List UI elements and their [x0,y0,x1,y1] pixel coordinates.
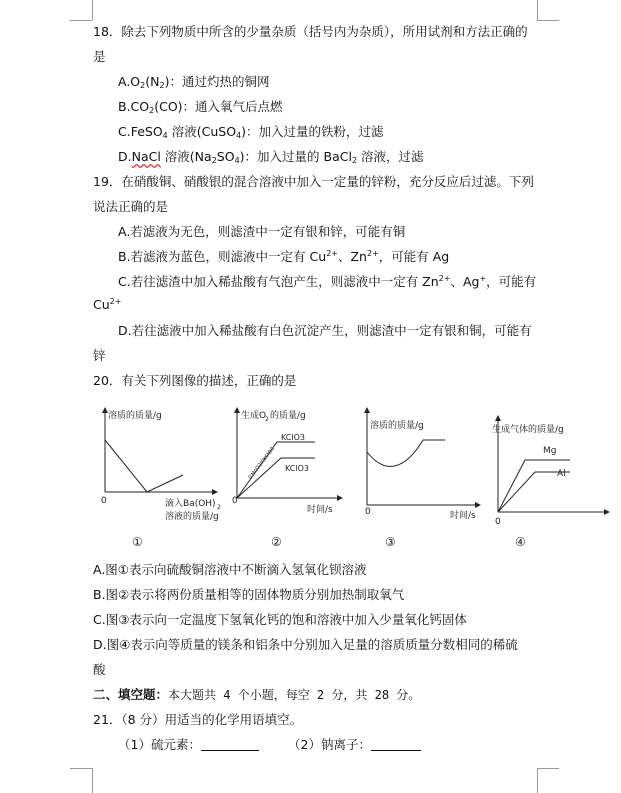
q19-option-c-wrap: $Cu^{2+}$ [93,297,122,312]
crop-mark-bl-h [70,768,92,769]
graph-3-curve [367,440,445,466]
section-2-desc: 本大题共 4 个小题，每空 2 分，共 28 分。 [168,688,421,702]
q20-option-b: B.图②表示将两份质量相等的固体物质分别加热制取氧气 [93,587,405,602]
q19-option-a: A.若滤液为无色，则滤渣中一定有银和锌，可能有铜 [118,224,406,239]
crop-mark-br-v [537,768,538,793]
graph-4-curve-2-label: Al [557,469,566,479]
graph-4-origin: 0 [495,517,501,527]
graph-2-ylabel-2: 的质量/g [270,411,306,421]
graph-1-number: ① [132,535,143,549]
q18-option-c: C.FeSO$_4$ 溶液(CuSO$_4$)：加入过量的铁粉，过滤 [118,124,384,140]
q20-option-d-wrap: 酸 [93,662,106,677]
q21-part-1: （1）硫元素： [118,735,259,753]
graph-2-curve-2-label: KClO3 [285,464,310,473]
crop-mark-tr-h [537,20,559,21]
graph-2-ylabel: 生成O [241,411,267,421]
q21-blank-2[interactable] [371,738,421,751]
q19-option-b: B.若滤液为蓝色，则滤液中一定有 $Cu^{2+}$、$Zn^{2+}$，可能有 Ag [118,249,450,264]
graph-2-number: ② [271,535,282,549]
q21-blank-1[interactable] [201,738,259,751]
graph-1-xlabel-2: 溶液的质量/g [165,512,219,522]
graph-3-number: ③ [385,535,396,549]
graph-4-curve-1 [498,460,570,512]
q18-option-a: $A.O_2(N_2)$：通过灼热的铜网 [118,74,270,90]
q20-graphs-figure [95,400,615,550]
q19-stem-wrap: 说法正确的是 [93,199,169,214]
q19-stem: 19．在硝酸铜、硝酸银的混合溶液中加入一定量的锌粉，充分反应后过滤。下列 [93,174,534,189]
graph-4-ylabel: 生成气体的质量/g [492,425,564,435]
graph-2-curve-1-label: KClO3 [281,433,306,442]
q18-option-d: D.NaCl 溶液$(Na_2SO_4)$：加入过量的 BaCl$_2$ 溶液，过滤 [118,149,424,165]
graph-2-origin: 0 [232,496,238,506]
crop-mark-tl-v [92,0,93,20]
section-2-title: 二、填空题： [93,687,169,702]
graph-1-curve [105,440,183,492]
q18-stem-wrap: 是 [93,49,106,64]
q19-option-d-wrap: 锌 [93,348,106,363]
q19-option-d: D.若往滤液中加入稀盐酸有白色沉淀产生，则滤渣中一定有银和铜，可能有 [118,323,532,338]
graph-2-diag-label: 有MnO2的KClO3 [246,446,276,482]
q20-option-d: D.图④表示向等质量的镁条和铝条中分别加入足量的溶质质量分数相同的稀硫 [93,637,518,652]
graph-3-origin: 0 [365,507,371,517]
graph-1-xlabel-sub: 2 [217,504,221,511]
graph-3 [365,410,478,549]
section-2-heading [93,685,420,703]
q20-stem: 20．有关下列图像的描述，正确的是 [93,373,297,388]
graph-2-xlabel: 时间/s [307,505,333,515]
graph-1-ylabel: 溶质的质量/g [108,411,162,421]
q21-part-2: （2）钠离子： [288,735,421,753]
graph-3-xlabel: 时间/s [450,511,476,521]
graph-4 [492,418,607,549]
graph-4-curve-1-label: Mg [543,446,557,456]
q19-option-c: C.若往滤渣中加入稀盐酸有气泡产生，则滤液中一定有 $Zn^{2+}$、Ag+，可能有 [118,274,537,289]
graph-1-origin: 0 [101,496,107,506]
crop-mark-br-h [537,768,559,769]
graph-2 [232,409,340,549]
crop-mark-tr-v [537,0,538,20]
q20-option-a: A.图①表示向硫酸铜溶液中不断滴入氢氧化钡溶液 [93,562,367,577]
graph-2-ylabel-sub: 2 [265,416,269,423]
q20-option-c: C.图③表示向一定温度下氢氧化钙的饱和溶液中加入少量氧化钙固体 [93,612,467,627]
q21-stem: 21．（8 分）用适当的化学用语填空。 [93,712,303,727]
graph-1 [101,409,221,549]
crop-mark-bl-v [92,768,93,793]
graph-4-number: ④ [515,535,526,549]
q18-option-b: $B.CO_2(CO)$：通入氧气后点燃 [118,99,283,115]
graph-1-xlabel: 滴入Ba(OH) [165,499,216,509]
crop-mark-tl-h [70,20,92,21]
graph-3-ylabel: 溶质的质量/g [370,421,424,431]
q18-stem: 18．除去下列物质中所含的少量杂质（括号内为杂质），所用试剂和方法正确的 [93,24,528,39]
